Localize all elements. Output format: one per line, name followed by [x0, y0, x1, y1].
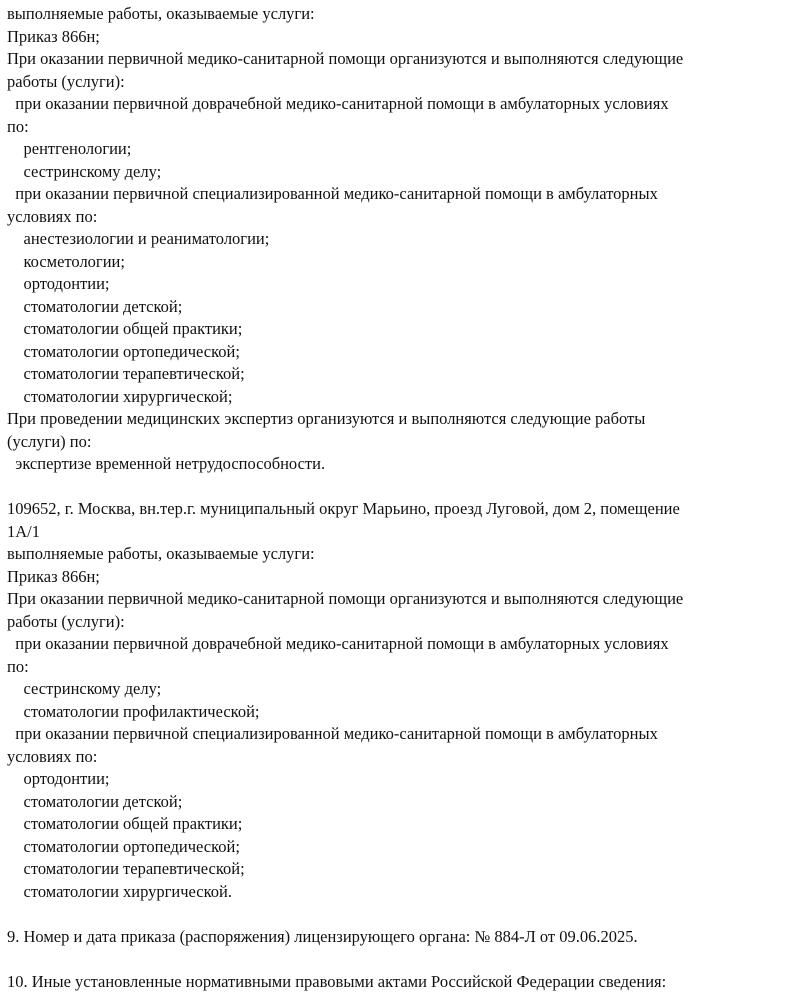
text-line: рентгенологии;: [7, 139, 132, 158]
text-line: по:: [7, 116, 29, 136]
text-line: стоматологии хирургической;: [7, 386, 233, 406]
paragraph-gap: [7, 948, 783, 971]
text-line: стоматологии хирургической.: [7, 881, 232, 901]
address-line: 109652, г. Москва, вн.тер.г. муниципальный округ Марьино, проезд Луговой, дом 2, помещение: [7, 499, 680, 518]
text-line: стоматологии детской;: [7, 296, 183, 316]
item-10-other-info: 10. Иные установленные нормативными правовыми актами Российской Федерации сведения:: [7, 971, 667, 991]
text-line: экспертизе временной нетрудоспособности.: [7, 454, 326, 473]
text-line: работы (услуги):: [7, 71, 125, 91]
text-line: Приказ 866н;: [7, 566, 100, 586]
address-line: 1А/1: [7, 521, 40, 541]
services-block-2: [7, 498, 783, 903]
text-line: стоматологии общей практики;: [7, 814, 243, 833]
text-line: стоматологии детской;: [7, 791, 183, 811]
text-line: при оказании первичной доврачебной медико-санитарной помощи в амбулаторных условиях: [7, 634, 669, 653]
item-9-order-number: 9. Номер и дата приказа (распоряжения) лицензирующего органа: № 884-Л от 09.06.2025.: [7, 926, 638, 946]
text-line: сестринскому делу;: [7, 679, 162, 698]
text-line: сестринскому делу;: [7, 161, 162, 181]
text-line: При проведении медицинских экспертиз организуются и выполняются следующие работы: [7, 409, 646, 428]
text-line: Приказ 866н;: [7, 26, 100, 46]
paragraph-gap: [7, 476, 783, 499]
text-line: стоматологии терапевтической;: [7, 859, 245, 878]
text-line: стоматологии общей практики;: [7, 319, 243, 338]
text-line: условиях по:: [7, 206, 98, 226]
text-line: стоматологии терапевтической;: [7, 364, 245, 383]
text-line: стоматологии ортопедической;: [7, 341, 240, 361]
services-block-1: [7, 3, 783, 476]
text-line: выполняемые работы, оказываемые услуги:: [7, 544, 315, 563]
text-line: при оказании первичной специализированной медико-санитарной помощи в амбулаторных: [7, 724, 658, 743]
text-line: при оказании первичной специализированной медико-санитарной помощи в амбулаторных: [7, 184, 658, 203]
text-line: При оказании первичной медико-санитарной помощи организуются и выполняются следующие: [7, 589, 684, 608]
text-line: стоматологии профилактической;: [7, 701, 260, 721]
text-line: стоматологии ортопедической;: [7, 836, 240, 856]
text-line: При оказании первичной медико-санитарной помощи организуются и выполняются следующие: [7, 49, 684, 68]
text-line: выполняемые работы, оказываемые услуги:: [7, 4, 315, 23]
text-line: работы (услуги):: [7, 611, 125, 631]
text-line: (услуги) по:: [7, 431, 92, 451]
text-line: косметологии;: [7, 251, 125, 271]
text-line: ортодонтии;: [7, 769, 110, 788]
paragraph-gap: [7, 903, 783, 926]
document-body: [7, 3, 783, 993]
text-line: ортодонтии;: [7, 274, 110, 293]
text-line: условиях по:: [7, 746, 98, 766]
text-line: по:: [7, 656, 29, 676]
text-line: при оказании первичной доврачебной медико-санитарной помощи в амбулаторных условиях: [7, 94, 669, 113]
text-line: анестезиологии и реаниматологии;: [7, 229, 270, 248]
